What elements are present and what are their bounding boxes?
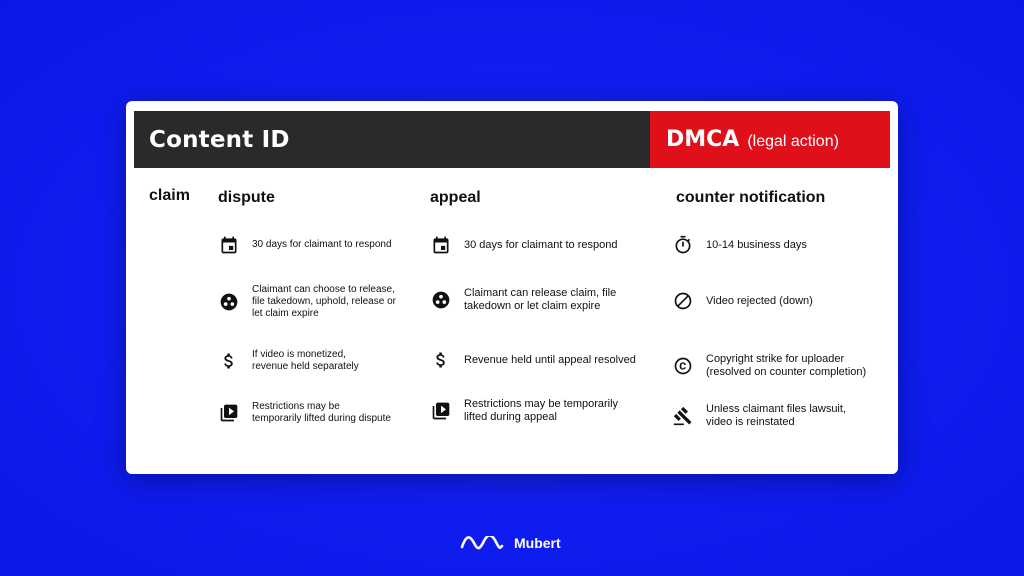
dollar-icon [430,349,452,371]
comparison-card [126,101,898,474]
options-icon [218,291,240,313]
counter-item [672,290,813,312]
footer-logo [460,535,561,551]
appeal-item [430,287,616,313]
dispute-title: dispute [218,189,275,206]
dispute-item-text: 30 days for claimant to respond [252,239,392,250]
gavel-icon [672,405,694,427]
dispute-item [218,349,359,373]
dmca-note: (legal action) [747,132,839,150]
appeal-item [430,349,636,371]
appeal-item-text: 30 days for claimant to respond [464,238,618,251]
dispute-item [218,284,396,320]
appeal-title: appeal [430,189,481,206]
counter-item-text: Copyright strike for uploader (resolved on counter completion) [706,353,867,378]
content-id-header [134,111,650,168]
brand-name: Mubert [514,535,561,551]
counter-item-text: Unless claimant files lawsuit, video is reinstated [706,403,846,428]
dmca-title: DMCA [666,127,740,152]
dollar-icon [218,350,240,372]
dmca-header [650,111,890,168]
appeal-item [430,234,617,256]
counter-item [672,353,866,379]
content-id-title: Content ID [149,126,290,153]
appeal-item [430,398,618,424]
counter-item-text: Video rejected (down) [706,294,813,307]
dispute-item-text: Claimant can choose to release, file takedown, uphold, release or let claim expire [252,284,396,319]
claim-title: claim [149,187,190,204]
dispute-item-text: If video is monetized, revenue held separately [252,349,359,372]
timer-icon [672,234,694,256]
blocked-icon [672,290,694,312]
dispute-item [218,401,391,425]
mubert-logo-icon [460,536,504,550]
counter-notification-title: counter notification [676,189,826,206]
dispute-item [218,234,392,256]
video-library-icon [430,400,452,422]
counter-item-text: 10-14 business days [706,238,807,251]
counter-item [672,234,807,256]
dispute-item-text: Restrictions may be temporarily lifted during dispute [252,401,391,424]
calendar-icon [430,234,452,256]
copyright-icon [672,355,694,377]
options-icon [430,289,452,311]
counter-item [672,403,846,429]
video-library-icon [218,402,240,424]
appeal-item-text: Restrictions may be temporarily lifted during appeal [464,398,619,423]
appeal-item-text: Claimant can release claim, file takedown or let claim expire [464,287,617,312]
calendar-icon [218,234,240,256]
appeal-item-text: Revenue held until appeal resolved [464,353,636,366]
